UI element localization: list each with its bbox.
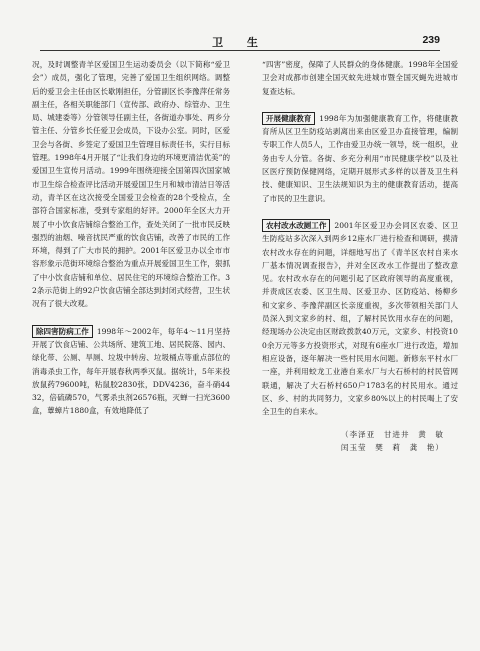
left-column [32,58,230,418]
right-intro-paragraph: “四害”密度，保障了人民群众的身体健康。1998年全国爱卫会对成都市创建全国灭蚊先进城市暨全国灭蝇先进城市复查达标。 [262,60,458,96]
running-title: 卫 生 [212,36,268,49]
left-intro-paragraph: 况，及时调整青羊区爱国卫生运动委员会（以下简称“爱卫会”）成员，强化了管理，完善了爱国卫生组织网络。调整后的爱卫会主任由区长歇刚担任，分管副区长李豫萍任常务副主任，各相关职能部门（宣传部、政府办、综管办、卫生局、城建委等）分管领导任副主任，各街道办事处、两乡分管主任、分管乡长任爱卫会成员，下设办公室。同时，区爱卫会与各街、乡签定了爱国卫生管理目标责任书，实行目标管理。1998年4月开展了“让我们身边的环境更清洁优美”的爱国卫生宣传月活动。1999年围绕迎接全国第四次国家城市卫生综合检查评比活动开展爱国卫生月和城市清洁日等活动，青羊区在这次接受全国爱卫会检查的28个受检点，全部符合国家标准，受到专家组的好评。2000年全区大力开展了中小饮食店铺综合整治工作，查处关闭了一批市民反映强烈的油烟、噪音扰民严重的饮食店铺，改善了市民的工作环境，得到了广大市民的拥护。2001年区爱卫办以全市市容形象示范街环境综合整治为重点开展爱国卫生工作，狠抓了中小饮食店铺和单位、居民住宅的环境综合整治工作。32条示范街上的92户饮食店铺全部达到封闭式经营，卫生状况有了很大改观。 [32,60,230,309]
section-heading-health-education: 开展健康教育 [262,112,315,125]
authors-line: （李泽亚 甘进井 黄 敏 [340,430,444,440]
authors-line: 闰玉莹 樊 莉 龚 艳） [332,443,444,453]
page-header [40,34,440,51]
section-gap [32,311,230,325]
right-column [262,58,458,454]
water-sanitation-section [262,219,458,418]
section-heading-water-sanitation: 农村改水改厕工作 [262,219,330,232]
authors-credit [262,428,458,454]
health-education-body: 1998年为加强健康教育工作，将健康教育所从区卫生防疫站剥离出来由区爱卫办直接管理，编制专职工作人员5人，工作由爱卫办统一领导，统一组织，业务由专人分管。各街、乡充分利用“市民健康学校”以及社区医疗预防保健网络，定期开展形式多样的以普及卫生科技、健康知识、卫生法规知识为主的健康教育活动，提高了市民的卫生意识。 [262,113,458,203]
pest-control-body: 1998年～2002年，每年4～11月坚持开展了饮食店铺、公共场所、建筑工地、居民院落、园内、绿化带、公厕、旱厕、垃圾中转房、垃圾桶点等重点部位的消毒杀虫工作，每年开展春秋两季灭鼠。据统计，5年来投放鼠药79600吨，粘鼠胶2830张，DDV4236，奋斗硝4432，倍硫磷570，气雾杀虫剂26576瓶，灭蝉一扫光3600盒，蕈蟑片1880盒，有效地降低了 [32,326,230,416]
section-gap [262,205,458,219]
section-heading-pest-control: 除四害防病工作 [32,325,93,338]
page-number: 239 [422,34,440,46]
pest-control-section [32,325,230,418]
health-education-section [262,112,458,205]
water-sanitation-body: 2001年区爱卫办会同区农委、区卫生防疫站多次深入到两乡12座水厂进行检查和调研，摸清农村改水存在的问题，详细地写出了《青羊区农村自来水厂基本情况调查报告》，并对全区改水工作提出了整改意见。农村改水存在的问题引起了区政府领导的高度重视，并责成区农委、区卫生局、区爱卫办、区防疫站、杨柳乡和文家乡、李豫萍副区长亲度重视，多次带领相关部门人员深入到文家乡的村、组，了解村民饮用水存在的问题，经现场办公决定由区财政拨款40万元，文家乡、村投资100余万元等多方投资形式，对现有6座水厂进行改造，增加相应设备，逐年解决一些村民用水问题。新修东平村水厂一座，并利用蛟龙工业港自来水厂与大石桥村的村民管网联通，解决了大石桥村650户1783名的村民用水。通过区、乡、村的共同努力，文家乡80%以上的村民喝上了安全卫生的自来水。 [262,220,458,417]
section-gap [262,98,458,112]
